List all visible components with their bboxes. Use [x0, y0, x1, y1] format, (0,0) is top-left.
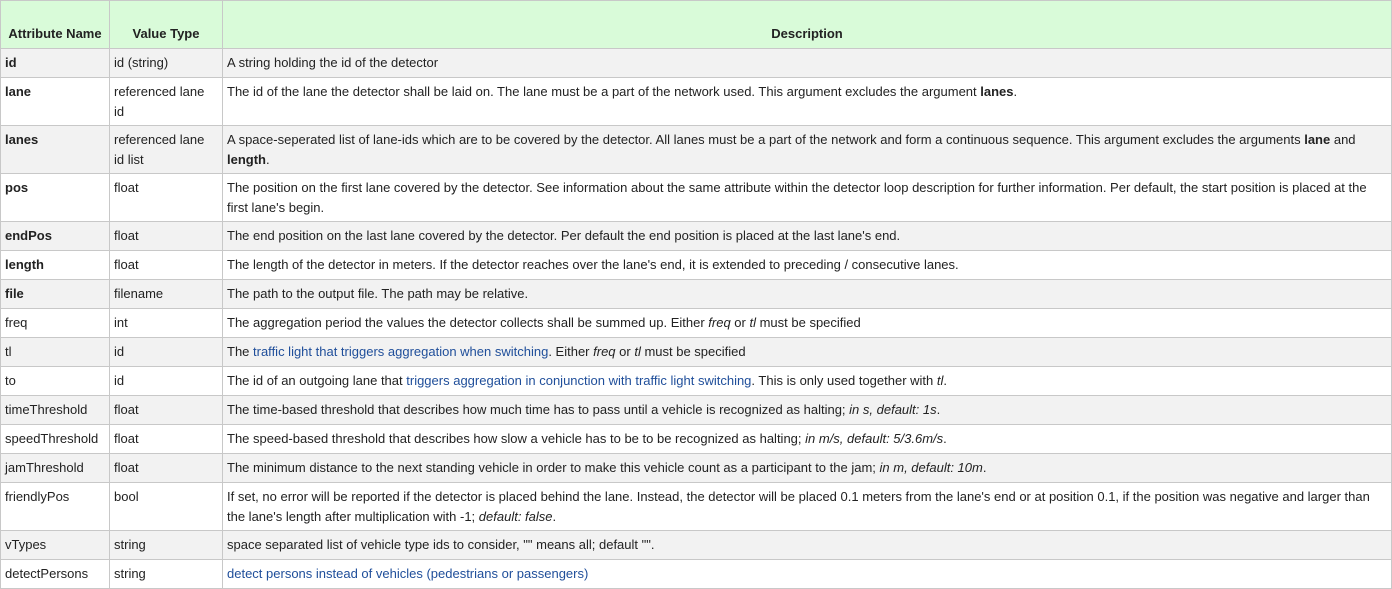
description-text: .: [936, 402, 941, 417]
description-cell: [223, 367, 1392, 396]
description-text: and: [1330, 132, 1356, 147]
description-cell: [223, 338, 1392, 367]
value-type-cell: float: [110, 174, 223, 222]
italic-term: default: false: [478, 508, 553, 524]
table-row: [1, 174, 1392, 222]
description-text: .: [552, 508, 557, 524]
attribute-name-cell: endPos: [1, 222, 110, 251]
description-cell: [223, 222, 1392, 251]
description-link[interactable]: triggers aggregation in conjunction with traffic light switching: [406, 373, 752, 388]
value-type-cell: bool: [110, 483, 223, 531]
attribute-name-cell: friendlyPos: [1, 483, 110, 531]
description-cell: [223, 309, 1392, 338]
description-text: .: [266, 151, 270, 167]
table-row: [1, 280, 1392, 309]
attribute-name-cell: timeThreshold: [1, 396, 110, 425]
table-body: [1, 49, 1392, 589]
value-type-cell: filename: [110, 280, 223, 309]
description-cell: [223, 454, 1392, 483]
description-cell: [223, 531, 1392, 560]
italic-term: in m, default: 10m: [879, 460, 983, 475]
attribute-name-cell: speedThreshold: [1, 425, 110, 454]
description-text: must be specified: [640, 344, 746, 359]
bold-term: length: [227, 151, 266, 167]
table-row: [1, 78, 1392, 126]
header-value-type[interactable]: Value Type: [110, 1, 223, 49]
description-cell: [223, 425, 1392, 454]
value-type-cell: referenced lane id list: [110, 126, 223, 174]
attribute-name-cell: jamThreshold: [1, 454, 110, 483]
value-type-cell: string: [110, 560, 223, 589]
attribute-name-cell: lanes: [1, 126, 110, 174]
description-text: The path to the output file. The path may be relative.: [227, 286, 529, 301]
attribute-name-cell: lane: [1, 78, 110, 126]
description-text: If set, no error will be reported if the detector is placed behind the lane. Instead, the detector will be placed 0.1 meters from the lane's end or at position 0.1, if the position was negative and larger than the lane's length after multiplication with -1;: [227, 489, 1370, 524]
table-row: [1, 309, 1392, 338]
description-text: The position on the first lane covered by the detector. See information about the same attribute within the detector loop description for further information. Per default, the start position is placed at the first lane's begin.: [227, 180, 1367, 215]
table-row: [1, 531, 1392, 560]
description-text: A string holding the id of the detector: [227, 55, 439, 70]
description-text: .: [943, 373, 948, 388]
description-cell: [223, 49, 1392, 78]
attribute-name-cell: file: [1, 280, 110, 309]
italic-term: freq: [593, 344, 616, 359]
table-row: [1, 338, 1392, 367]
table-row: [1, 49, 1392, 78]
description-text: or: [615, 344, 635, 359]
description-cell: [223, 280, 1392, 309]
description-text: space separated list of vehicle type ids to consider, "" means all; default "".: [227, 537, 655, 552]
description-text: The end position on the last lane covered by the detector. Per default the end position is placed at the last lane's end.: [227, 228, 901, 243]
attribute-name-cell: freq: [1, 309, 110, 338]
table-row: [1, 560, 1392, 589]
italic-term: tl: [936, 373, 944, 388]
description-text: The id of the lane the detector shall be laid on. The lane must be a part of the network used. This argument excludes the argument: [227, 84, 981, 99]
attribute-name-cell: id: [1, 49, 110, 78]
value-type-cell: float: [110, 222, 223, 251]
description-cell: [223, 483, 1392, 531]
description-text: .: [982, 460, 987, 475]
value-type-cell: int: [110, 309, 223, 338]
description-link[interactable]: detect persons instead of vehicles (pedestrians or passengers): [227, 566, 589, 581]
description-text: The length of the detector in meters. If the detector reaches over the lane's end, it is extended to preceding / consecutive lanes.: [227, 257, 959, 272]
description-text: The minimum distance to the next standing vehicle in order to make this vehicle count as a participant to the jam;: [227, 460, 880, 475]
description-text: The time-based threshold that describes how much time has to pass until a vehicle is recognized as halting;: [227, 402, 850, 417]
value-type-cell: id (string): [110, 49, 223, 78]
description-text: The: [227, 344, 254, 359]
table-row: [1, 222, 1392, 251]
description-text: A space-seperated list of lane-ids which are to be covered by the detector. All lanes must be a part of the network and form a continuous sequence. This argument excludes the arguments: [227, 132, 1305, 147]
description-text: The id of an outgoing lane that: [227, 373, 407, 388]
header-row: [1, 1, 1392, 49]
attribute-name-cell: tl: [1, 338, 110, 367]
description-text: . This is only used together with: [751, 373, 937, 388]
value-type-cell: float: [110, 396, 223, 425]
attribute-name-cell: detectPersons: [1, 560, 110, 589]
description-text: or: [730, 315, 750, 330]
italic-term: freq: [708, 315, 731, 330]
italic-term: in s, default: 1s: [849, 402, 937, 417]
value-type-cell: float: [110, 454, 223, 483]
table-row: [1, 454, 1392, 483]
value-type-cell: id: [110, 367, 223, 396]
header-attribute-name[interactable]: Attribute Name: [1, 1, 110, 49]
italic-term: tl: [634, 344, 641, 359]
value-type-cell: referenced lane id: [110, 78, 223, 126]
description-cell: [223, 174, 1392, 222]
description-text: The aggregation period the values the detector collects shall be summed up. Either: [227, 315, 709, 330]
table-row: [1, 251, 1392, 280]
attribute-name-cell: length: [1, 251, 110, 280]
value-type-cell: id: [110, 338, 223, 367]
value-type-cell: float: [110, 251, 223, 280]
attribute-name-cell: pos: [1, 174, 110, 222]
bold-term: lanes: [980, 84, 1014, 99]
attribute-name-cell: vTypes: [1, 531, 110, 560]
table-row: [1, 483, 1392, 531]
description-cell: [223, 251, 1392, 280]
description-cell: [223, 126, 1392, 174]
italic-term: tl: [749, 315, 756, 330]
description-link[interactable]: traffic light that triggers aggregation when switching: [253, 344, 549, 359]
description-cell: [223, 78, 1392, 126]
description-text: .: [1013, 84, 1018, 99]
table-row: [1, 126, 1392, 174]
bold-term: lane: [1304, 132, 1331, 147]
description-text: .: [943, 431, 947, 446]
description-text: The speed-based threshold that describes how slow a vehicle has to be to be recognized as halting;: [227, 431, 806, 446]
description-cell: [223, 560, 1392, 589]
attribute-name-cell: to: [1, 367, 110, 396]
italic-term: in m/s, default: 5/3.6m/s: [805, 431, 944, 446]
description-text: . Either: [548, 344, 594, 359]
value-type-cell: string: [110, 531, 223, 560]
header-description[interactable]: Description: [223, 1, 1392, 49]
value-type-cell: float: [110, 425, 223, 454]
description-cell: [223, 396, 1392, 425]
description-text: must be specified: [755, 315, 861, 330]
table-row: [1, 367, 1392, 396]
table-row: [1, 396, 1392, 425]
table-row: [1, 425, 1392, 454]
